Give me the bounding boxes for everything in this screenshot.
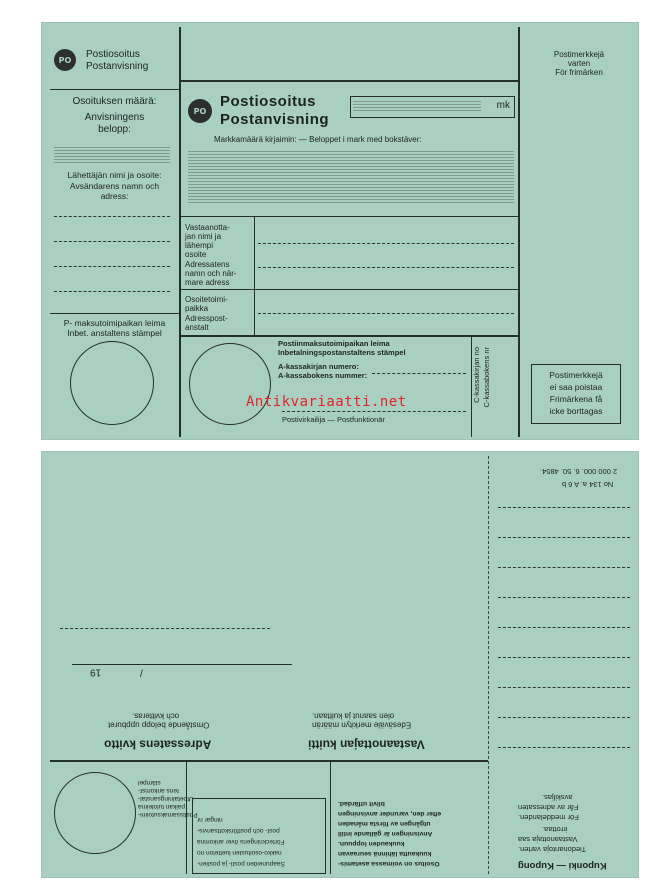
left-stamp-circle xyxy=(70,341,154,425)
warn-4: icke borttagas xyxy=(549,406,603,416)
coupon-line-3[interactable] xyxy=(498,567,630,568)
coupon-4: För meddelanden. xyxy=(518,812,579,822)
receipt-sub-2: olen saanut ja kuittaan. xyxy=(312,711,395,721)
coupon-line-1[interactable] xyxy=(498,507,630,508)
recipient-line-2[interactable] xyxy=(258,267,514,268)
left-stamp-sv: Inbet. anstaltens stämpel xyxy=(67,328,162,338)
warn-2: ei saa poistaa xyxy=(549,382,603,392)
prohib-3: Förteckningens över ankomna xyxy=(197,837,285,845)
coupon-line-4[interactable] xyxy=(498,597,630,598)
adressat-title: Adressatens kvitto xyxy=(104,737,212,752)
office-label-2: paikka xyxy=(185,304,209,313)
post-logo-icon: PO xyxy=(54,49,76,71)
left-sender-sv-2: adress: xyxy=(100,191,129,201)
arrival-stamp-circle xyxy=(54,772,136,854)
notice-1: Osoitus on voimassa asetamis- xyxy=(338,860,440,868)
coupon-line-5[interactable] xyxy=(498,627,630,628)
notice-4: Anvisningen är gällande intill xyxy=(338,830,433,838)
watermark: Antikvariaatti.net xyxy=(246,394,407,410)
divider-right xyxy=(518,27,520,437)
back-bottom-rule xyxy=(50,760,488,762)
coupon-line-6[interactable] xyxy=(498,657,630,658)
sender-line-1[interactable] xyxy=(54,216,170,217)
coupon-title: Kuponki — Kupong xyxy=(518,859,607,871)
stamp-area-label-3: För frimärken xyxy=(555,68,603,77)
payoffice-label-2: Inbetalningspostanstaltens stämpel xyxy=(278,348,406,357)
main-recipient-top xyxy=(181,216,518,217)
stamp-area-label-1: Postimerkkejä xyxy=(553,50,605,59)
main-office-top xyxy=(181,289,518,290)
coupon-line-8[interactable] xyxy=(498,717,630,718)
c-account-label-fi: C-kassakirjan no xyxy=(472,347,481,403)
account-label-sv: A-kassabokens nummer: xyxy=(278,371,368,380)
coupon-line-9[interactable] xyxy=(498,747,630,748)
office-line[interactable] xyxy=(258,313,514,314)
post-logo-icon-main: PO xyxy=(188,99,212,123)
recipient-label-col xyxy=(254,217,255,335)
pay-label-3: Utbetalningsanstal- xyxy=(138,794,194,802)
left-amount-sv-2: belopp: xyxy=(98,124,131,135)
office-label-3: Adresspost- xyxy=(185,314,228,323)
warn-1: Postimerkkejä xyxy=(549,370,603,380)
left-brand-fi: Postiosoitus xyxy=(86,49,140,60)
recipient-label-4: osoite xyxy=(185,250,207,259)
coupon-3: irrottaa. xyxy=(542,824,568,834)
sender-line-3[interactable] xyxy=(54,266,170,267)
adressat-sub-2: och kvitteras. xyxy=(132,711,180,721)
main-stamp-top xyxy=(181,335,518,337)
postal-order-front xyxy=(42,23,638,439)
official-line[interactable] xyxy=(282,411,466,412)
recipient-label-2: jan nimi ja xyxy=(185,232,222,241)
left-amount-sv-1: Anvisningens xyxy=(84,112,145,123)
coupon-line-7[interactable] xyxy=(498,687,630,688)
date-line[interactable] xyxy=(72,664,292,665)
c-account-label-sv: C-kassabokens nr xyxy=(482,347,491,408)
back-pay-col xyxy=(186,762,187,874)
prohib-4: post- och postförskottsanvis- xyxy=(197,826,280,834)
notice-2: kuukautta lähinnä seuraavan xyxy=(338,850,432,858)
signature-line[interactable] xyxy=(60,628,270,629)
left-amount-field[interactable] xyxy=(54,145,170,163)
left-stamp-fi: P- maksutoimipaikan leima xyxy=(63,318,166,328)
amount-box-fill xyxy=(353,99,481,113)
print-run: 2 000 000. 6. 50. 4854. xyxy=(540,466,618,476)
notice-5: utgången av första månaden xyxy=(338,820,431,828)
header-rule-main xyxy=(181,80,518,82)
left-stamp-rule xyxy=(50,313,179,314)
pay-label-1: Postissamaksutoimi- xyxy=(138,810,198,818)
main-title-sv: Postanvisning xyxy=(220,111,330,128)
coupon-5: Får av adressaten xyxy=(518,802,579,812)
pay-label-5: stämpel xyxy=(138,778,161,786)
date-slash: / xyxy=(140,666,143,678)
sender-line-2[interactable] xyxy=(54,241,170,242)
receipt-title: Vastaanottajan kuitti xyxy=(308,737,425,752)
adressat-sub-1: Omstående belopp uppburet xyxy=(108,720,210,730)
recipient-line-1[interactable] xyxy=(258,243,514,244)
recipient-label-7: mare adress xyxy=(185,278,230,287)
account-line[interactable] xyxy=(372,373,466,374)
coupon-line-2[interactable] xyxy=(498,537,630,538)
left-amount-fi: Osoituksen määrä: xyxy=(72,96,157,107)
recipient-label-5: Adressatens xyxy=(185,260,230,269)
left-brand-sv: Postanvisning xyxy=(86,61,149,72)
currency-mk: mk xyxy=(496,100,510,111)
sender-line-4[interactable] xyxy=(54,291,170,292)
prohib-1: Saapuneiden posti- ja postien- xyxy=(197,859,285,867)
header-rule-left xyxy=(50,89,179,90)
prohib-box xyxy=(192,798,326,874)
pay-label-4: tens ankomst- xyxy=(138,786,179,794)
amount-words-label: Markkamäärä kirjaimin: — Beloppet i mark med bokstäver: xyxy=(214,135,422,144)
prohib-2: nakko-osoitusten luettelon no xyxy=(197,848,282,856)
notice-7: blivit utfärdad. xyxy=(338,800,385,808)
left-sender-fi: Lähettäjän nimi ja osoite: xyxy=(67,170,162,180)
coupon-1: Tiedonantoja varten. xyxy=(518,844,587,854)
office-label-4: anstalt xyxy=(185,323,209,332)
amount-words-field[interactable] xyxy=(188,149,514,205)
receipt-sub-1: Edesäväle merkityn määrän xyxy=(312,720,412,730)
postal-order-back xyxy=(42,452,638,877)
recipient-label-6: namn och när- xyxy=(185,269,237,278)
recipient-label-1: Vastaanotta- xyxy=(185,223,230,232)
warn-3: Frimärkena få xyxy=(549,394,603,404)
recipient-label-3: lähempi xyxy=(185,241,214,250)
main-stamp-circle xyxy=(189,343,271,425)
account-label-fi: A-kassakirjan numero: xyxy=(278,362,359,371)
amount-box[interactable] xyxy=(350,96,515,118)
form-number: No 134 a. A 6 b xyxy=(562,479,614,489)
main-title-fi: Postiosoitus xyxy=(220,93,317,110)
coupon-perforation xyxy=(488,456,489,874)
back-notice-col xyxy=(330,762,331,874)
notice-6: efter den, varunder anvisningen xyxy=(338,810,442,818)
coupon-2: Vastaanottaja saa xyxy=(518,834,578,844)
coupon-6: avskiljas. xyxy=(542,792,573,802)
stamp-warning-box xyxy=(531,364,621,424)
stamp-area-label-2: varten xyxy=(567,59,591,68)
divider-left xyxy=(179,27,181,437)
prohib-5: ningar nr xyxy=(197,815,223,823)
office-label-1: Osoitetoimi- xyxy=(185,295,228,304)
official-label: Postivirkailija — Postfunktionär xyxy=(282,415,385,424)
payoffice-label-1: Postiinmaksutoimipaikan leima xyxy=(278,339,390,348)
pay-label-2: paikan tuloleima xyxy=(138,802,185,810)
date-year: 19 xyxy=(90,666,102,678)
notice-3: kuukauden loppuun. xyxy=(338,840,405,848)
left-sender-sv-1: Avsändarens namn och xyxy=(69,181,160,191)
